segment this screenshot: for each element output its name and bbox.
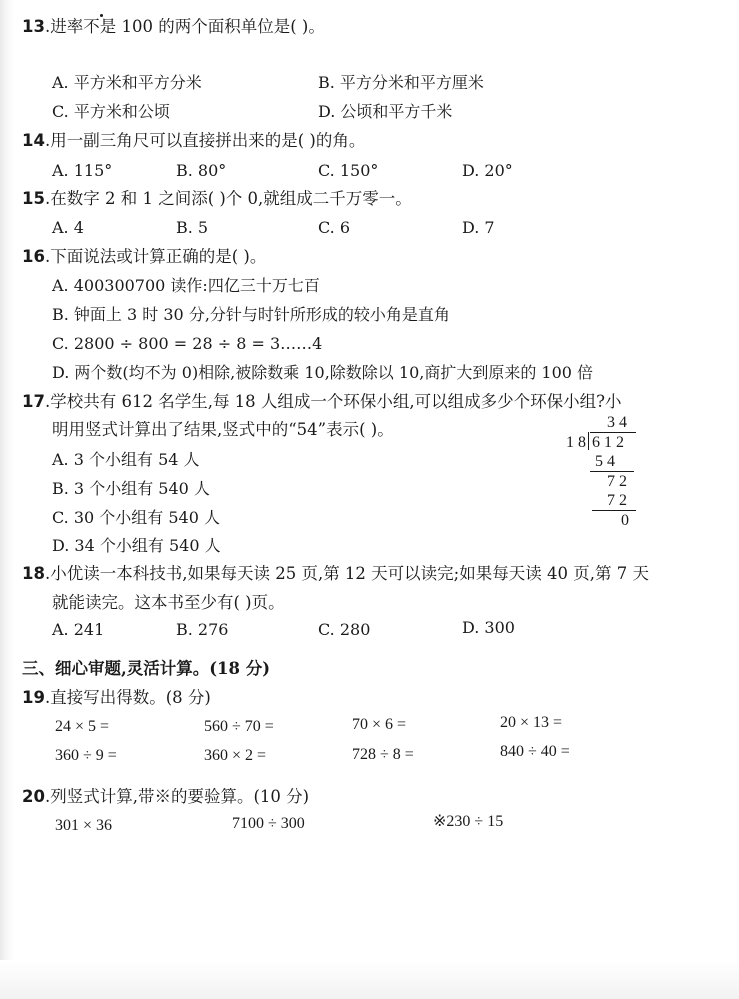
option-c: C. 2800 ÷ 800 = 28 ÷ 8 = 3……4 <box>52 334 323 353</box>
question-18-line2: 就能读完。这本书至少有( )页。 <box>52 593 285 612</box>
option-b: B. 276 <box>176 620 229 639</box>
question-number: 13 <box>22 17 45 36</box>
calc-item: 301 × 36 <box>55 817 113 834</box>
question-20 <box>22 787 309 807</box>
calc-item: 560 ÷ 70 = <box>204 718 274 735</box>
division-bar <box>590 432 636 433</box>
question-text: .用一副三角尺可以直接拼出来的是( )的角。 <box>44 131 366 150</box>
question-number: 14 <box>22 131 45 150</box>
question-text: .学校共有 612 名学生,每 18 人组成一个环保小组,可以组成多少个环保小组?小 <box>44 392 622 411</box>
calc-item: 360 ÷ 9 = <box>55 747 117 764</box>
calc-item: 7100 ÷ 300 <box>232 815 305 832</box>
question-text: .列竖式计算,带※的要验算。(10 分) <box>44 787 310 806</box>
division-dividend: 612 <box>592 434 628 451</box>
option-b: B. 钟面上 3 时 30 分,分针与时针所形成的较小角是直角 <box>52 305 450 324</box>
option-c: C. 280 <box>318 620 371 639</box>
question-18 <box>22 564 649 584</box>
division-step3: 72 <box>607 492 631 509</box>
question-17 <box>22 392 622 412</box>
option-c: C. 6 <box>318 218 351 237</box>
question-text: .小优读一本科技书,如果每天读 25 页,第 12 天可以读完;如果每天读 40 页,第 7 天 <box>44 564 649 583</box>
question-17-line2: 明用竖式计算出了结果,竖式中的“54”表示( )。 <box>52 420 394 439</box>
calc-item: 840 ÷ 40 = <box>500 743 570 760</box>
division-line <box>592 510 636 511</box>
calc-item: 728 ÷ 8 = <box>352 746 414 763</box>
question-16 <box>22 247 266 267</box>
question-number: 18 <box>22 564 45 583</box>
question-number: 19 <box>22 688 45 707</box>
question-text: .下面说法或计算正确的是( )。 <box>44 247 267 266</box>
question-number: 17 <box>22 392 45 411</box>
section-title: 三、细心审题,灵活计算。(18 分) <box>22 659 271 678</box>
division-quotient: 34 <box>607 414 631 431</box>
option-a: A. 3 个小组有 54 人 <box>52 450 200 469</box>
option-c: C. 平方米和公顷 <box>52 102 170 121</box>
question-text: .进率不是 100 的两个面积单位是( )。 <box>44 17 325 36</box>
option-c: C. 150° <box>318 161 379 180</box>
question-14 <box>22 131 365 151</box>
question-15 <box>22 189 412 209</box>
calc-item: ※230 ÷ 15 <box>433 813 504 830</box>
question-19 <box>22 688 211 708</box>
division-line <box>590 471 634 472</box>
division-step2: 72 <box>607 473 631 490</box>
option-d: D. 公顷和平方千米 <box>318 102 453 121</box>
question-number: 16 <box>22 247 45 266</box>
question-number: 20 <box>22 787 45 806</box>
option-b: B. 平方分米和平方厘米 <box>318 73 484 92</box>
calc-item: 70 × 6 = <box>352 716 407 733</box>
division-step1: 54 <box>595 453 619 470</box>
option-a: A. 4 <box>52 218 84 237</box>
option-b: B. 80° <box>176 161 227 180</box>
calc-item: 24 × 5 = <box>55 718 110 735</box>
division-divisor: 18 <box>566 434 590 451</box>
option-c: C. 30 个小组有 540 人 <box>52 508 221 527</box>
question-13 <box>22 17 325 37</box>
option-a: A. 400300700 读作:四亿三十万七百 <box>52 276 320 295</box>
emphasis-dot <box>100 14 103 17</box>
option-d: D. 7 <box>462 218 495 237</box>
option-b: B. 5 <box>176 218 209 237</box>
option-a: A. 241 <box>52 620 105 639</box>
division-remainder: 0 <box>621 512 633 529</box>
question-text: .直接写出得数。(8 分) <box>44 688 211 707</box>
option-a: A. 115° <box>52 161 113 180</box>
calc-item: 360 × 2 = <box>204 747 267 764</box>
option-a: A. 平方米和平方分米 <box>52 73 202 92</box>
question-number: 15 <box>22 189 45 208</box>
option-d: D. 34 个小组有 540 人 <box>52 536 221 555</box>
calc-item: 20 × 13 = <box>500 714 563 731</box>
option-b: B. 3 个小组有 540 人 <box>52 479 210 498</box>
page-edge <box>0 960 739 999</box>
option-d: D. 两个数(均不为 0)相除,被除数乘 10,除数除以 10,商扩大到原来的 100 倍 <box>52 363 594 382</box>
option-d: D. 20° <box>462 161 513 180</box>
option-d: D. 300 <box>462 618 515 637</box>
question-text: .在数字 2 和 1 之间添( )个 0,就组成二千万零一。 <box>44 189 412 208</box>
